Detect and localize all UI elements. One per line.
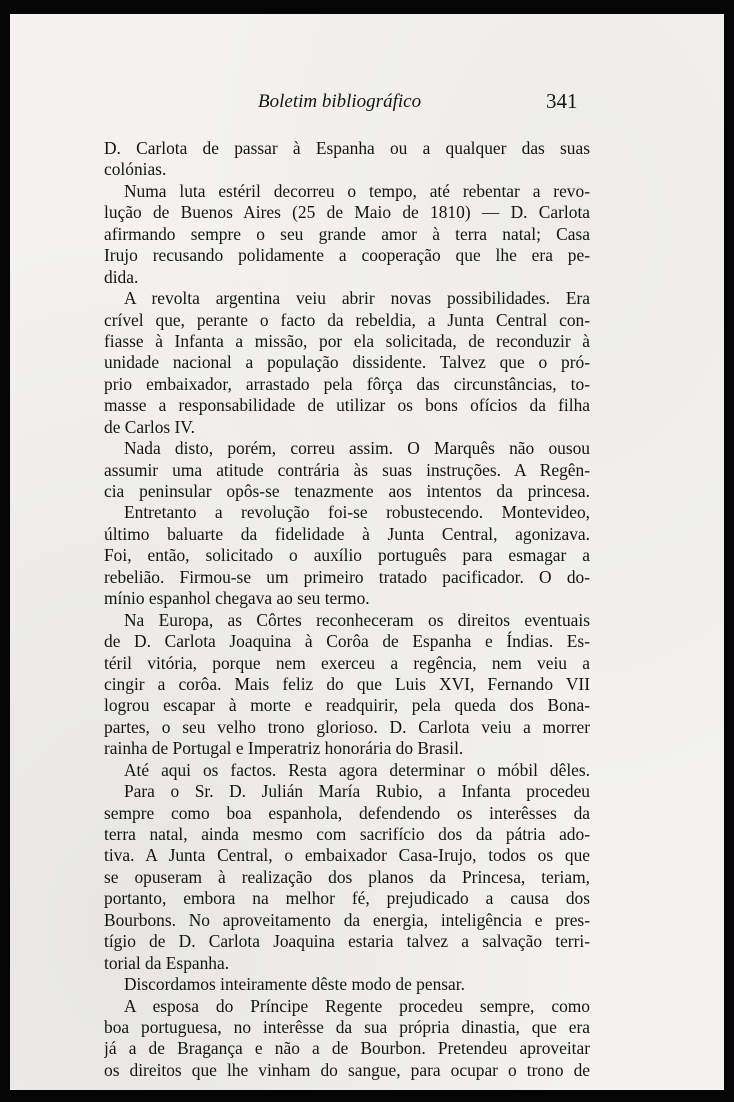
text-line: Na Europa, as Côrtes reconheceram os direitos eventuais [124,609,590,630]
text-line: prio embaixador, arrastado pela fôrça das circunstâncias, to- [104,373,590,394]
page-number: 341 [546,89,578,113]
text-line: portanto, embora na melhor fé, prejudicado a causa dos [104,888,590,909]
text-line: Irujo recusando polidamente a cooperação que lhe era pe- [104,245,590,266]
text-line: terra natal, ainda mesmo com sacrifício dos da pátria ado- [104,824,590,844]
text-line: D. Carlota de passar à Espanha ou a qualquer das suas [104,138,590,158]
text-line: Para o Sr. D. Julián María Rubio, a Infanta procedeu [124,781,590,802]
text-line: mínio espanhol chegava ao seu termo. [104,588,370,609]
text-line: último baluarte da fidelidade à Junta Central, agonizava. [104,523,590,544]
text-line: téril vitória, porque nem exerceu a regência, nem veiu a [104,652,590,673]
text-line: A esposa do Príncipe Regente procedeu sempre, como [124,995,590,1016]
text-line: de D. Carlota Joaquina à Corôa de Espanha e Índias. Es- [104,631,590,652]
text-line: fiasse à Infanta a missão, por ela solicitada, de reconduzir à [104,330,590,351]
text-line: A revolta argentina veiu abrir novas possibilidades. Era [124,288,590,309]
body-text [104,138,590,1081]
text-line: partes, o seu velho trono glorioso. D. Carlota veiu a morrer [104,716,590,737]
text-line: já a de Bragança e não a de Bourbon. Pretendeu aproveitar [104,1038,590,1059]
text-line: tiva. A Junta Central, o embaixador Casa-Irujo, todos os que [104,845,590,866]
text-line: torial da Espanha. [104,952,230,973]
text-line: assumir uma atitude contrária às suas instruções. A Regên- [104,459,590,480]
page-header [10,89,724,119]
text-line: logrou escapar à morte e readquirir, pela queda dos Bona- [104,695,590,716]
text-line: de Carlos IV. [104,416,195,437]
text-line: masse a responsabilidade de utilizar os bons ofícios da filha [104,395,590,416]
text-line: afirmando sempre o seu grande amor à terra natal; Casa [104,223,590,244]
text-line: Bourbons. No aproveitamento da energia, inteligência e pres- [104,909,590,930]
text-line: unidade nacional a população dissidente. Talvez que o pró- [104,352,590,373]
text-line: Foi, então, solicitado o auxílio português para esmagar a [104,545,590,566]
text-line: dida. [104,266,139,287]
text-line: Nada disto, porém, correu assim. O Marquês não ousou [124,438,590,459]
text-line: Entretanto a revolução foi-se robustecendo. Montevideo, [124,502,590,523]
text-line: Discordamos inteiramente dêste modo de pensar. [124,974,465,995]
text-line: cia peninsular opôs-se tenazmente aos intentos da princesa. [104,481,590,501]
text-line: tígio de D. Carlota Joaquina estaria talvez a salvação terri- [104,931,590,952]
text-line: rainha de Portugal e Imperatriz honorária do Brasil. [104,738,464,759]
text-line: rebelião. Firmou-se um primeiro tratado pacificador. O do- [104,566,590,587]
running-title: Boletim bibliográfico [258,91,422,112]
text-line: lução de Buenos Aires (25 de Maio de 1810) — D. Carlota [104,202,590,223]
text-line: boa portuguesa, no interêsse da sua própria dinastia, que era [104,1016,590,1037]
text-line: sempre como boa espanhola, defendendo os interêsses da [104,802,590,823]
text-line: os direitos que lhe vinham do sangue, para ocupar o trono de [104,1059,590,1080]
book-page [10,14,724,1090]
text-line: crível que, perante o facto da rebeldia, a Junta Central con- [104,309,590,330]
text-line: Numa luta estéril decorreu o tempo, até rebentar a revo- [124,180,590,201]
text-line: Até aqui os factos. Resta agora determinar o móbil dêles. [124,759,590,780]
text-line: colónias. [104,159,167,180]
text-line: cingir a corôa. Mais feliz do que Luis XVI, Fernando VII [104,673,590,694]
text-line: se opuseram à realização dos planos da Princesa, teriam, [104,866,590,887]
